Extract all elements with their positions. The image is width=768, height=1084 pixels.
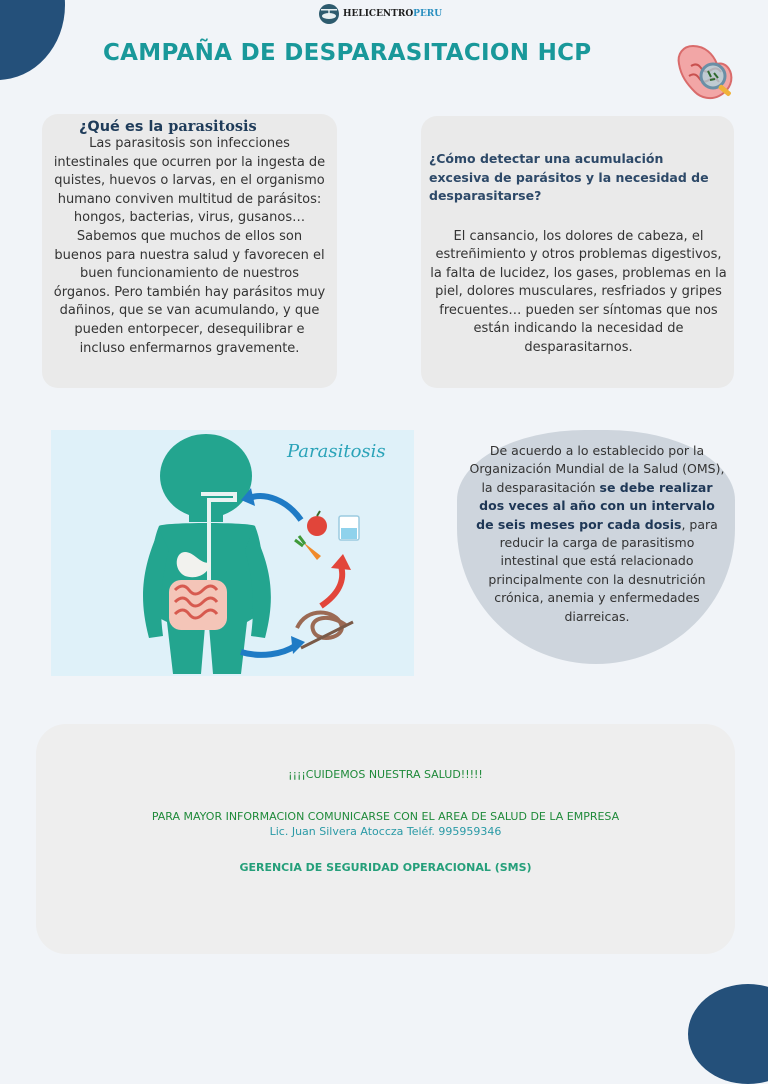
child-silhouette-icon (51, 430, 414, 676)
parasitosis-heading (79, 118, 327, 135)
oms-text-intro: De acuerdo a lo establecido por la Organización Mundial de la Salud (OMS), la desparasitación (469, 443, 725, 495)
company-logo (318, 3, 442, 25)
detection-card (421, 116, 734, 388)
parasitosis-illustration (51, 430, 414, 676)
oms-text-emphasis: se debe realizar dos veces al año con un intervalo de seis meses por cada dosis (476, 479, 715, 532)
logo-text-primary: HELICENTRO (343, 9, 414, 19)
stomach-magnifier-icon (673, 40, 745, 108)
corner-decoration-bottom-right (688, 984, 768, 1084)
oms-recommendation-bubble (457, 430, 735, 664)
corner-decoration-top-left (0, 0, 65, 80)
apple-icon (307, 516, 327, 536)
logo-wordmark (343, 9, 442, 19)
contact-footer (36, 724, 735, 954)
detection-question: ¿Cómo detectar una acumulación excesiva de parásitos y la necesidad de desparasitarse? (429, 151, 709, 203)
parasitosis-body: Las parasitosis son infecciones intestinales que ocurren por la ingesta de quistes, huevos o larvas, en el organismo humano conviven multitud de parásitos: hongos, bacterias, virus, gusanos… Sabemos que muchos de ellos son buenos para nuestra salud y favorecen el buen funcionamiento de nuestros órganos. Pero también hay parásitos muy dañinos, que se van acumulando, y que pueden entorpecer, desequilibrar e incluso enfermarnos gravemente. (53, 136, 326, 356)
helicopter-logo-icon (318, 3, 340, 25)
footer-department: GERENCIA DE SEGURIDAD OPERACIONAL (SMS) (239, 861, 532, 874)
logo-text-accent: PERU (413, 9, 443, 19)
footer-contact: Lic. Juan Silvera Atoccza Teléf. 995959346 (269, 825, 502, 838)
footer-slogan: ¡¡¡¡CUIDEMOS NUESTRA SALUD!!!!! (288, 768, 483, 781)
detection-body: El cansancio, los dolores de cabeza, el estreñimiento y otros problemas digestivos, la falta de lucidez, los gases, problemas en la piel, dolores musculares, resfriados y gripes frecuentes… pueden ser síntomas que nos están indicando la necesidad de desparasitarnos. (430, 228, 727, 356)
oms-text-outro: , para reducir la carga de parasitismo intestinal que está relacionado principalmente con la desnutrición crónica, anemia y enfermedades diarreicas. (488, 516, 718, 624)
footer-info: PARA MAYOR INFORMACION COMUNICARSE CON EL AREA DE SALUD DE LA EMPRESA (151, 810, 620, 823)
parasitosis-heading-word: parasitosis (168, 118, 257, 135)
illustration-label: Parasitosis (287, 441, 386, 462)
parasitosis-definition-card (42, 114, 337, 388)
parasitosis-heading-lead: ¿Qué es la (79, 119, 169, 135)
page-title: CAMPAÑA DE DESPARASITACION HCP (103, 40, 592, 66)
